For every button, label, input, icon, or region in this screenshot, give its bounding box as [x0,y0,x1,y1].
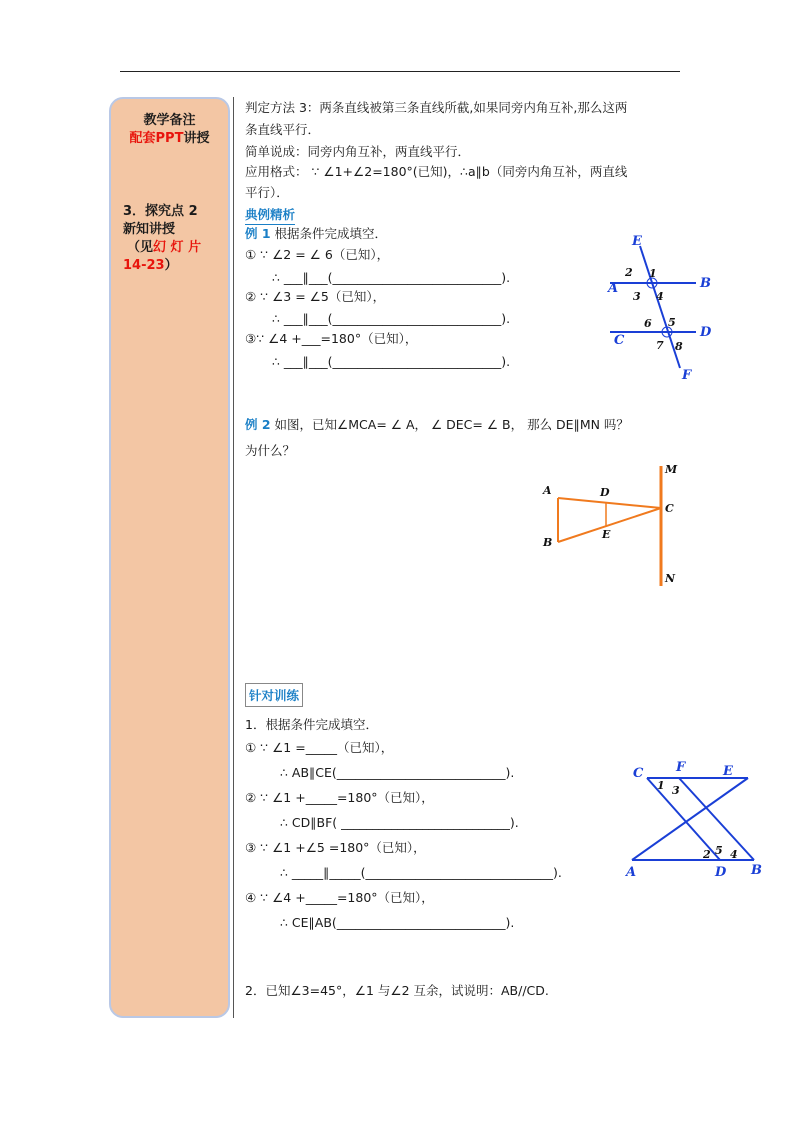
label-e: E [723,764,733,779]
sidebar-slide-range: 14-23） [123,258,178,273]
practice-q1d-given: ④ ∵ ∠4 +_____=180°（已知）， [245,890,434,905]
example1-q1-answer: ∴ ___∥___(___________________________). [272,270,511,285]
angle-5: 5 [715,844,723,857]
sidebar-slide-ref: （见幻 灯 片 [127,240,202,255]
angle-4: 4 [656,290,664,303]
practice-q1d-answer: ∴ CE∥AB(___________________________). [280,915,515,930]
practice-q1a-answer: ∴ AB∥CE(___________________________). [280,765,515,780]
label-n: N [665,572,676,585]
label-b: B [751,863,762,878]
intro-line: 应用格式： ∵ ∠1+∠2=180°(已知)，∴a∥b（同旁内角互补，两直线 [245,164,628,179]
figure-crossing-lines [620,758,768,882]
intro-line: 条直线平行． [245,122,321,137]
label-a: A [543,484,552,497]
angle-8: 8 [675,340,683,353]
practice-q1b-given: ② ∵ ∠1 +_____=180°（已知）， [245,790,434,805]
label-f: F [682,368,692,383]
angle-2: 2 [703,848,711,861]
label-c: C [665,502,674,515]
sidebar-notes [109,97,230,1018]
label-d: D [715,865,727,880]
section-header-examples: 典例精析 [245,205,295,225]
label-c: C [614,333,625,348]
example1-q2-given: ② ∵ ∠3 = ∠5（已知）， [245,289,386,304]
example1-q3-answer: ∴ ___∥___(___________________________). [272,354,511,369]
label-m: M [665,463,678,476]
example2-prompt-cont: 为什么？ [245,443,296,458]
sidebar-subtitle: 配套PPT讲授 [129,131,210,146]
practice-q1b-answer: ∴ CD∥BF( ___________________________). [280,815,519,830]
label-a: A [626,865,637,880]
intro-line: 判定方法 3：两条直线被第三条直线所截,如果同旁内角互补,那么这两 [245,100,628,115]
label-e: E [602,528,611,541]
column-divider [233,97,234,1018]
label-b: B [700,276,711,291]
label-a: A [608,281,619,296]
angle-3: 3 [672,784,680,797]
sidebar-section-title: 3．探究点 2 [123,204,198,219]
angle-5: 5 [668,316,676,329]
label-d: D [600,486,610,499]
label-c: C [633,766,644,781]
label-e: E [632,234,642,249]
example1-q1-given: ① ∵ ∠2 = ∠ 6（已知）， [245,247,390,262]
angle-1: 1 [649,267,657,280]
intro-line: 简单说成：同旁内角互补，两直线平行． [245,144,471,159]
section-header-practice: 针对训练 [245,683,303,707]
practice-q1-prompt: 1．根据条件完成填空． [245,717,378,732]
example1-q2-answer: ∴ ___∥___(___________________________). [272,311,511,326]
angle-4: 4 [730,848,738,861]
intro-line: 平行）． [245,185,289,200]
figure-parallel-lines-transversal [600,228,720,388]
practice-q1a-given: ① ∵ ∠1 =_____（已知）， [245,740,394,755]
angle-1: 1 [657,779,665,792]
sidebar-section-sub: 新知讲授 [123,222,176,237]
label-f: F [676,760,686,775]
top-rule [120,71,680,72]
sidebar-title: 教学备注 [143,113,196,128]
figure-triangle-mn [535,458,685,590]
angle-2: 2 [625,266,633,279]
practice-q1c-answer: ∴ _____∥_____(______________________________). [280,865,562,880]
practice-q2-prompt: 2．已知∠3=45°，∠1 与∠2 互余，试说明：AB//CD. [245,983,549,998]
example2-prompt: 例 2 如图，已知∠MCA= ∠ A， ∠ DEC= ∠ B， 那么 DE∥MN 吗？ [245,417,629,432]
segment-ac [558,498,661,508]
angle-7: 7 [656,339,664,352]
label-b: B [543,536,553,549]
practice-q1c-given: ③ ∵ ∠1 +∠5 =180°（已知）， [245,840,426,855]
label-d: D [700,325,712,340]
angle-6: 6 [644,317,652,330]
example1-prompt: 例 1 根据条件完成填空． [245,226,388,241]
angle-3: 3 [633,290,641,303]
example1-q3-given: ③∵ ∠4 +___=180°（已知）， [245,331,418,346]
